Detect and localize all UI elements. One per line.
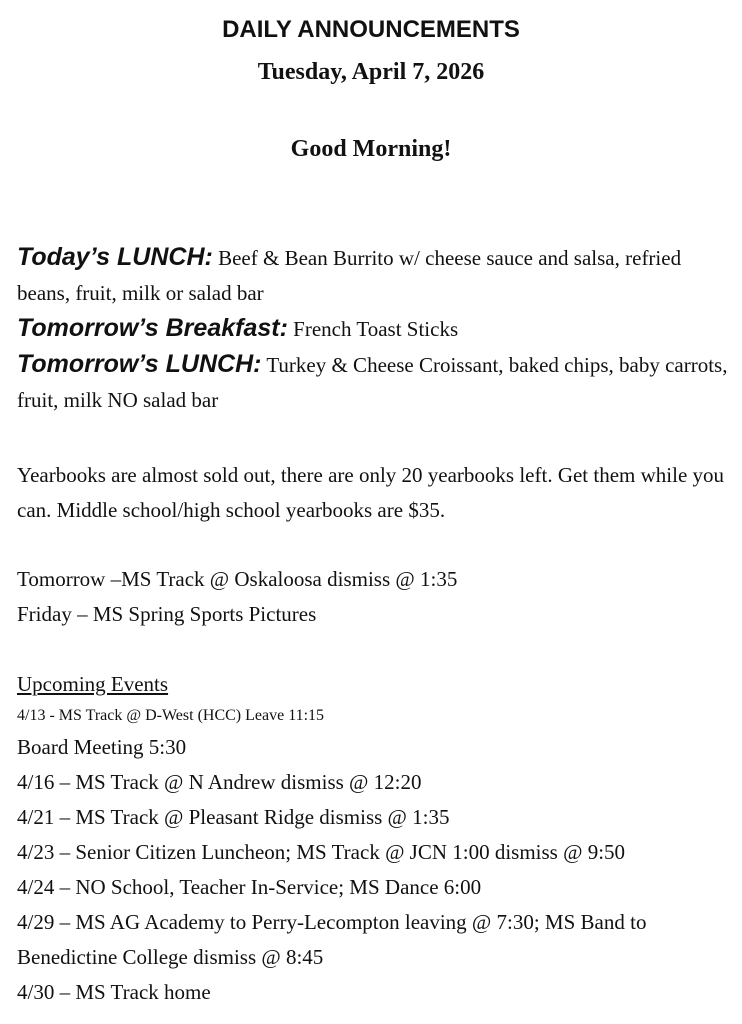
event-item: 4/24 – NO School, Teacher In-Service; MS Dance 6:00 xyxy=(17,875,482,899)
schedule-item: Friday – MS Spring Sports Pictures xyxy=(17,602,317,626)
menu-section xyxy=(17,240,729,418)
page-title: DAILY ANNOUNCEMENTS xyxy=(222,16,520,43)
event-item: 4/16 – MS Track @ N Andrew dismiss @ 12:20 xyxy=(17,770,422,794)
announcement-date: Tuesday, April 7, 2026 xyxy=(257,59,485,85)
event-item: 4/29 – MS AG Academy to Perry-Lecompton leaving @ 7:30; MS Band to Benedictine College dismiss @ 8:45 xyxy=(17,910,647,969)
events-heading: Upcoming Events xyxy=(17,672,169,696)
today-lunch-label: Today’s LUNCH: xyxy=(17,243,213,271)
tomorrow-breakfast-label: Tomorrow’s Breakfast: xyxy=(17,314,288,342)
today-lunch-text: Beef & Bean Burrito w/ cheese sauce and salsa, refried beans, fruit, milk or salad bar xyxy=(17,246,682,305)
event-item: 4/30 – MS Track home xyxy=(17,980,211,1004)
tomorrow-breakfast-text: French Toast Sticks xyxy=(287,317,459,341)
event-item: 4/13 - MS Track @ D-West (HCC) Leave 11:15 xyxy=(17,707,325,724)
tomorrow-lunch-text: Turkey & Cheese Croissant, baked chips, baby carrots, fruit, milk NO salad bar xyxy=(17,353,728,412)
tomorrow-lunch-label: Tomorrow’s LUNCH: xyxy=(17,350,262,378)
schedule-section xyxy=(17,562,729,632)
tomorrow-lunch xyxy=(17,347,729,418)
tomorrow-breakfast xyxy=(17,311,729,347)
event-item: Board Meeting 5:30 xyxy=(17,735,187,759)
event-item: 4/21 – MS Track @ Pleasant Ridge dismiss @ 1:35 xyxy=(17,805,450,829)
event-item: 4/23 – Senior Citizen Luncheon; MS Track @ JCN 1:00 dismiss @ 9:50 xyxy=(17,840,626,864)
yearbook-notice: Yearbooks are almost sold out, there are only 20 yearbooks left. Get them while you can. Middle school/high school yearbooks are $35. xyxy=(17,463,725,522)
upcoming-events xyxy=(17,667,729,1010)
greeting: Good Morning! xyxy=(290,136,452,162)
today-lunch xyxy=(17,240,729,311)
schedule-item: Tomorrow –MS Track @ Oskaloosa dismiss @ 1:35 xyxy=(17,567,458,591)
